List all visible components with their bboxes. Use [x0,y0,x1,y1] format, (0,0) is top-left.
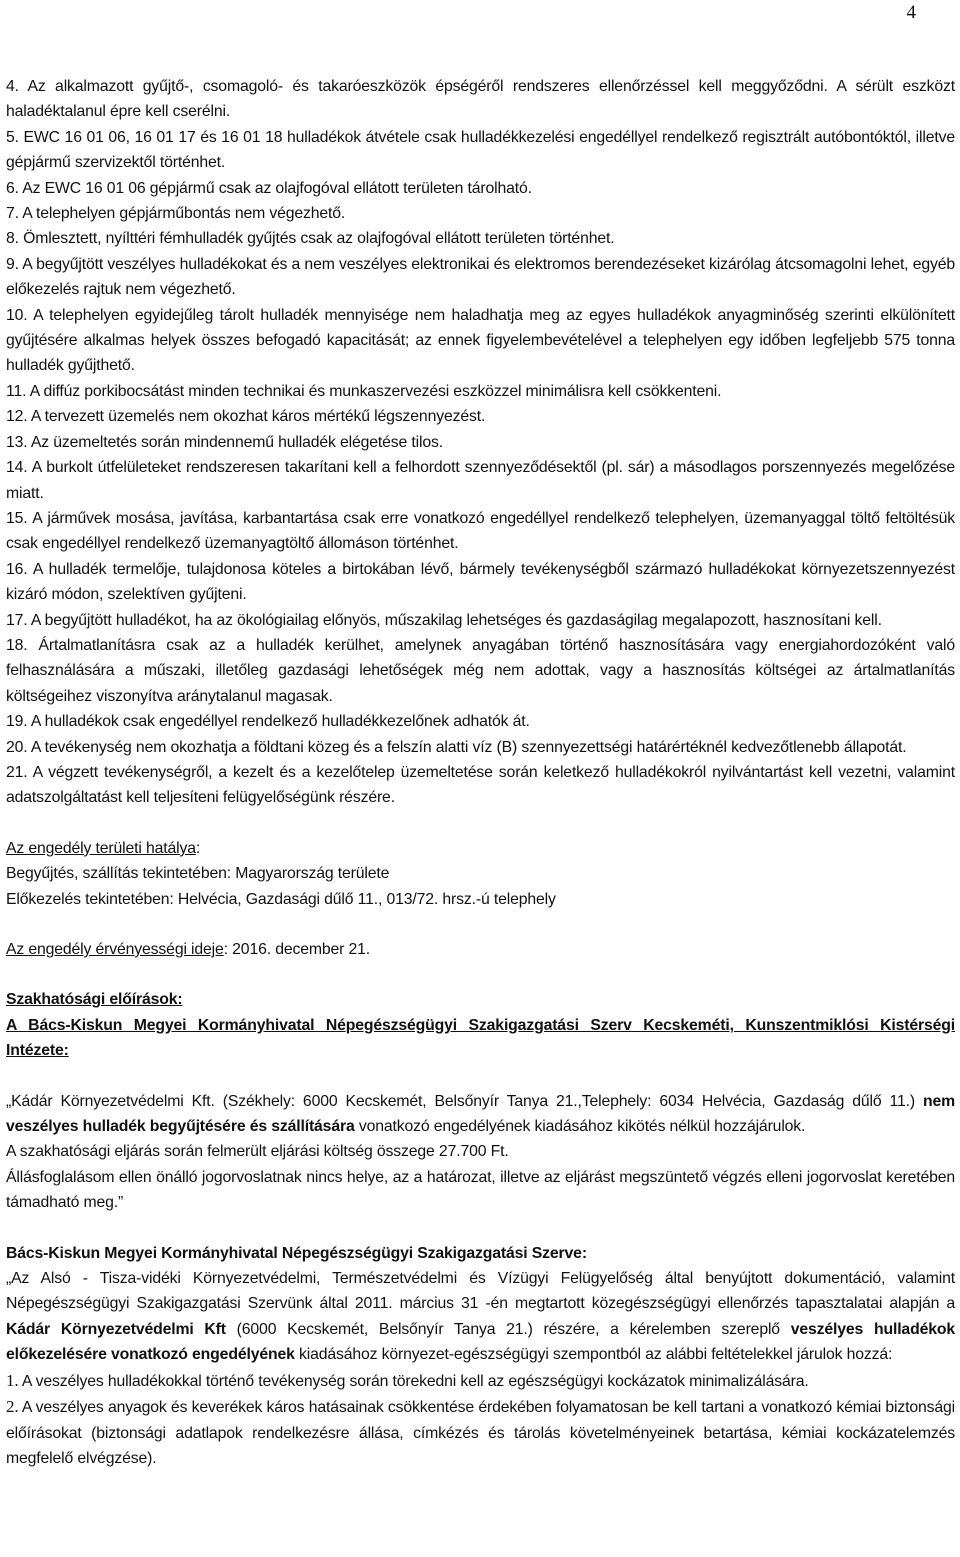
condition-item [6,201,955,226]
condition-text: A telephelyen egyidejűleg tárolt hulladék mennyisége nem haladhatja meg az egyes hulladékok anyagminőség szerinti elkülönített gyűjtésére alkalmas helyek összes befogadó kapacitását; az ennek figyelembevételével a telephelyen egy időben legfeljebb 575 tonna hulladék gyűjthető. [6,306,955,375]
authority-org-heading: A Bács-Kiskun Megyei Kormányhivatal Népegészségügyi Szakigazgatási Szerv Kecskeméti, Kunszentmiklósi Kistérségi Intézete: [6,1016,955,1060]
authority-cost: A szakhatósági eljárás során felmerült eljárási költség összege 27.700 Ft. [6,1143,509,1161]
condition-number: 17. [6,611,28,629]
condition-item [6,633,955,709]
condition-number: 7. [6,205,19,223]
condition-number: 14. [6,459,28,477]
condition-number: 15. [6,509,28,527]
condition-text: A telephelyen gépjárműbontás nem végezhető. [22,205,346,223]
second-authority-list [6,1368,955,1472]
validity-line: Az engedély érvényességi ideje: 2016. december 21. [6,941,370,958]
condition-text: Az EWC 16 01 06 gépjármű csak az olajfogóval ellátott területen tárolható. [22,179,532,197]
health-condition-number: 2. [6,1397,19,1417]
territorial-heading: Az engedély területi hatálya: [6,839,201,857]
condition-item [6,608,955,633]
condition-text: Ömlesztett, nyílttéri fémhulladék gyűjtés csak az olajfogóval ellátott területen történhet. [23,230,615,248]
condition-item [6,735,955,760]
condition-text: Az alkalmazott gyűjtő-, csomagoló- és takaróeszközök épségéről rendszeres ellenőrzéssel kell meggyőződni. A sérült eszközt haladéktalanul épre kell cserélni. [6,78,956,121]
conditions-list [6,74,955,811]
condition-item [6,176,955,201]
condition-number: 10. [6,306,28,324]
health-condition-text: A veszélyes anyagok és keverékek káros hatásainak csökkentése érdekében folyamatosan be kell tartani a vonatkozó kémiai biztonsági előírásokat (biztonsági adatlapok rendelkezésre állása, címkézés és tárolás követelményeinek betartása, kémiai kockázatelemzés megfelelő elvégzése). [6,1399,955,1467]
condition-text: EWC 16 01 06, 16 01 17 és 16 01 18 hulladékok átvétele csak hulladékkezelési engedéllyel rendelkező regisztrált autóbontóktól, illetve gépjármű szervizektől történhet. [6,128,955,172]
condition-number: 18. [6,636,28,654]
territorial-line-2: Előkezelés tekintetében: Helvécia, Gazdasági dűlő 11., 013/72. hrsz.-ú telephely [6,890,556,908]
condition-text: A begyűjtött hulladékot, ha az ökológiailag előnyös, műszakilag lehetséges és gazdaságilag megalapozott, hasznosítani kell. [30,611,882,629]
condition-item [6,404,955,429]
condition-text: A tevékenység nem okozhatja a földtani közeg és a felszín alatti víz (B) szennyezettségi határértéknél kedvezőtlenebb állapotát. [30,738,907,756]
condition-text: A járművek mosása, javítása, karbantartása csak erre vonatkozó engedéllyel rendelkező telephelyen, üzemanyaggal töltő feltöltésük csak engedéllyel rendelkező üzemanyagtöltő állomáson történhet. [6,509,955,553]
condition-text: A végzett tevékenységről, a kezelt és a kezelőtelep üzemeltetése során keletkező hulladékokról nyilvántartást kell vezetni, valamint adatszolgáltatást kell teljesíteni felügyelőségünk részére. [6,763,955,807]
condition-text: A hulladék termelője, tulajdonosa köteles a birtokában lévő, bármely tevékenységből származó hulladékokat környezetszennyezést kizáró módon, szelektíven gyűjteni. [6,560,955,604]
condition-number: 8. [6,230,19,248]
condition-text: A burkolt útfelületeket rendszeresen takarítani kell a felhordott szennyeződésektől (pl. sár) a másodlagos porszennyezés megelőzése miatt. [6,459,955,502]
condition-item [6,379,955,404]
page-number: 4 [906,2,916,23]
condition-number: 5. [6,128,19,146]
condition-number: 12. [6,408,28,426]
condition-number: 11. [6,382,27,400]
authority-heading: Szakhatósági előírások: [6,991,183,1009]
condition-text: Ártalmatlanításra csak az a hulladék kerülhet, amelynek anyagában történő hasznosítására vagy energiahordozóként való felhasználására a műszaki, illetőleg gazdasági lehetőségek még nem adottak, vagy a hasznosítás költségei az ártalmatlanítás költségeihez viszonyítva aránytalanul magasak. [6,636,955,705]
condition-item [6,125,955,176]
condition-number: 9. [6,255,19,273]
territorial-line-1: Begyűjtés, szállítás tekintetében: Magyarország területe [6,865,390,883]
condition-text: A begyűjtött veszélyes hulladékokat és a nem veszélyes elektronikai és elektromos berendezéseket kizárólag átcsomagolni lehet, egyéb előkezelés rajtuk nem végezhető. [6,255,955,299]
condition-text: Az üzemeltetés során mindennemű hulladék elégetése tilos. [30,433,443,451]
health-condition-item [6,1394,955,1471]
condition-item [6,557,955,608]
condition-number: 19. [6,713,28,731]
condition-item [6,455,955,506]
authority-appeal: Állásfoglalásom ellen önálló jogorvoslatnak nincs helye, az a határozat, illetve az eljárást megszüntető végzés elleni jogorvoslat keretében támadható meg.” [6,1168,955,1212]
condition-item [6,252,955,303]
health-condition-text: A veszélyes hulladékokkal történő tevékenység során törekedni kell az egészségügyi kockázatok minimalizálására. [21,1372,809,1390]
second-authority-heading: Bács-Kiskun Megyei Kormányhivatal Népegészségügyi Szakigazgatási Szerve: [6,1244,587,1262]
condition-item [6,303,955,379]
condition-number: 13. [6,433,28,451]
condition-number: 4. [6,78,19,95]
authority-quote: „Kádár Környezetvédelmi Kft. (Székhely: 6000 Kecskemét, Belsőnyír Tanya 21.,Telephely: 6034 Helvécia, Gazdaság dűlő 11.) nem veszélyes hulladék begyűjtésére és szállítására vonatkozó engedélyének kiadásához kikötés nélkül hozzájárulok. [6,1092,955,1136]
condition-item [6,226,955,251]
condition-item [6,506,955,557]
condition-text: A tervezett üzemelés nem okozhat káros mértékű légszennyezést. [30,408,486,426]
health-condition-number: 1. [6,1370,19,1390]
second-authority-paragraph: „Az Alsó - Tisza-vidéki Környezetvédelmi, Természetvédelmi és Vízügyi Felügyelőség által benyújtott dokumentáció, valamint Népegészségügyi Szakigazgatási Szervünk által 2011. március 31 -én megtartott közegészségügyi ellenőrzés tapasztalatai alapján a Kádár Környezetvédelmi Kft (6000 Kecskemét, Belsőnyír Tanya 21.) részére, a kérelemben szereplő veszélyes hulladékok előkezelésére vonatkozó engedélyének kiadásához környezet-egészségügyi szempontból az alábbi feltételekkel járulok hozzá: [6,1270,955,1364]
condition-item [6,430,955,455]
condition-number: 16. [6,560,28,578]
condition-item [6,74,955,125]
condition-number: 20. [6,738,28,756]
condition-number: 21. [6,763,28,781]
document-body [6,74,955,1471]
condition-item [6,709,955,734]
condition-number: 6. [6,179,19,197]
condition-text: A diffúz porkibocsátást minden technikai és munkaszervezési eszközzel minimálisra kell csökkenteni. [29,382,722,400]
condition-item [6,760,955,811]
condition-text: A hulladékok csak engedéllyel rendelkező hulladékkezelőnek adhatók át. [30,713,530,731]
health-condition-item [6,1368,955,1394]
